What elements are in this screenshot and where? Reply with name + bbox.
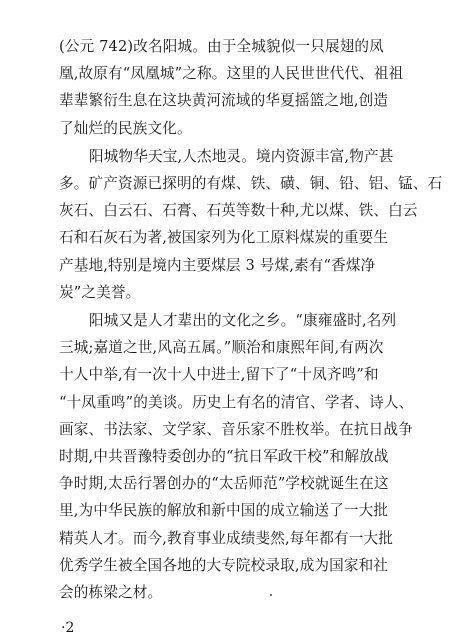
text-line: 阳城物华天宝,人杰地灵。境内资源丰富,物产甚 — [89, 147, 394, 165]
text-line: 画家、书法家、文学家、音乐家不胜枚举。在抗日战争 — [59, 420, 413, 438]
text-line: 精英人才。而今,教育事业成绩斐然,每年都有一大批 — [59, 529, 393, 547]
text-line: 辈辈繁衍生息在这块黄河流域的华夏摇篮之地,创造 — [59, 92, 389, 110]
text-line: 会的栋梁之材。 — [59, 584, 163, 601]
text-line: 产基地,特别是境内主要煤层 3 号煤,素有“香煤净 — [59, 256, 376, 274]
text-line: 了灿烂的民族文化。 — [59, 119, 192, 137]
text-line: (公元 742)改名阳城。由于全城貌似一只展翅的凤 — [59, 38, 384, 55]
page-number: ·2 — [61, 620, 75, 636]
text-line: 争时期,太岳行署创办的“太岳师范”学校就诞生在这 — [59, 475, 389, 493]
text-line: 十人中举,有一次十人中进士,留下了“十凤齐鸣”和 — [59, 366, 379, 384]
text-line: 凰,故原有“凤凰城”之称。这里的人民世世代代、祖祖 — [59, 65, 404, 83]
text-line: 阳城又是人才辈出的文化之乡。“康雍盛时,名列 — [89, 312, 397, 329]
text-line: 时期,中共晋豫特委创办的“抗日军政干校”和解放战 — [59, 448, 389, 465]
text-line: 三城;嘉道之世,风高五属。”顺治和康熙年间,有两次 — [59, 339, 384, 357]
text-line: 优秀学生被全国各地的大专院校录取,成为国家和社 — [59, 556, 389, 574]
text-line: “十凤重鸣”的美谈。历史上有名的清官、学者、诗人、 — [59, 393, 414, 411]
scan-speck — [270, 594, 272, 596]
text-line: 炭”之美誉。 — [59, 283, 141, 301]
text-line: 石和石灰石为著,被国家列为化工原料煤炭的重要生 — [59, 229, 389, 247]
text-line: 多。矿产资源已探明的有煤、铁、磺、铜、铅、铝、锰、石 — [59, 175, 443, 192]
text-line: 里,为中华民族的解放和新中国的成立输送了一大批 — [59, 502, 389, 520]
text-line: 灰石、白云石、石膏、石英等数十种,尤以煤、铁、白云 — [59, 202, 418, 220]
